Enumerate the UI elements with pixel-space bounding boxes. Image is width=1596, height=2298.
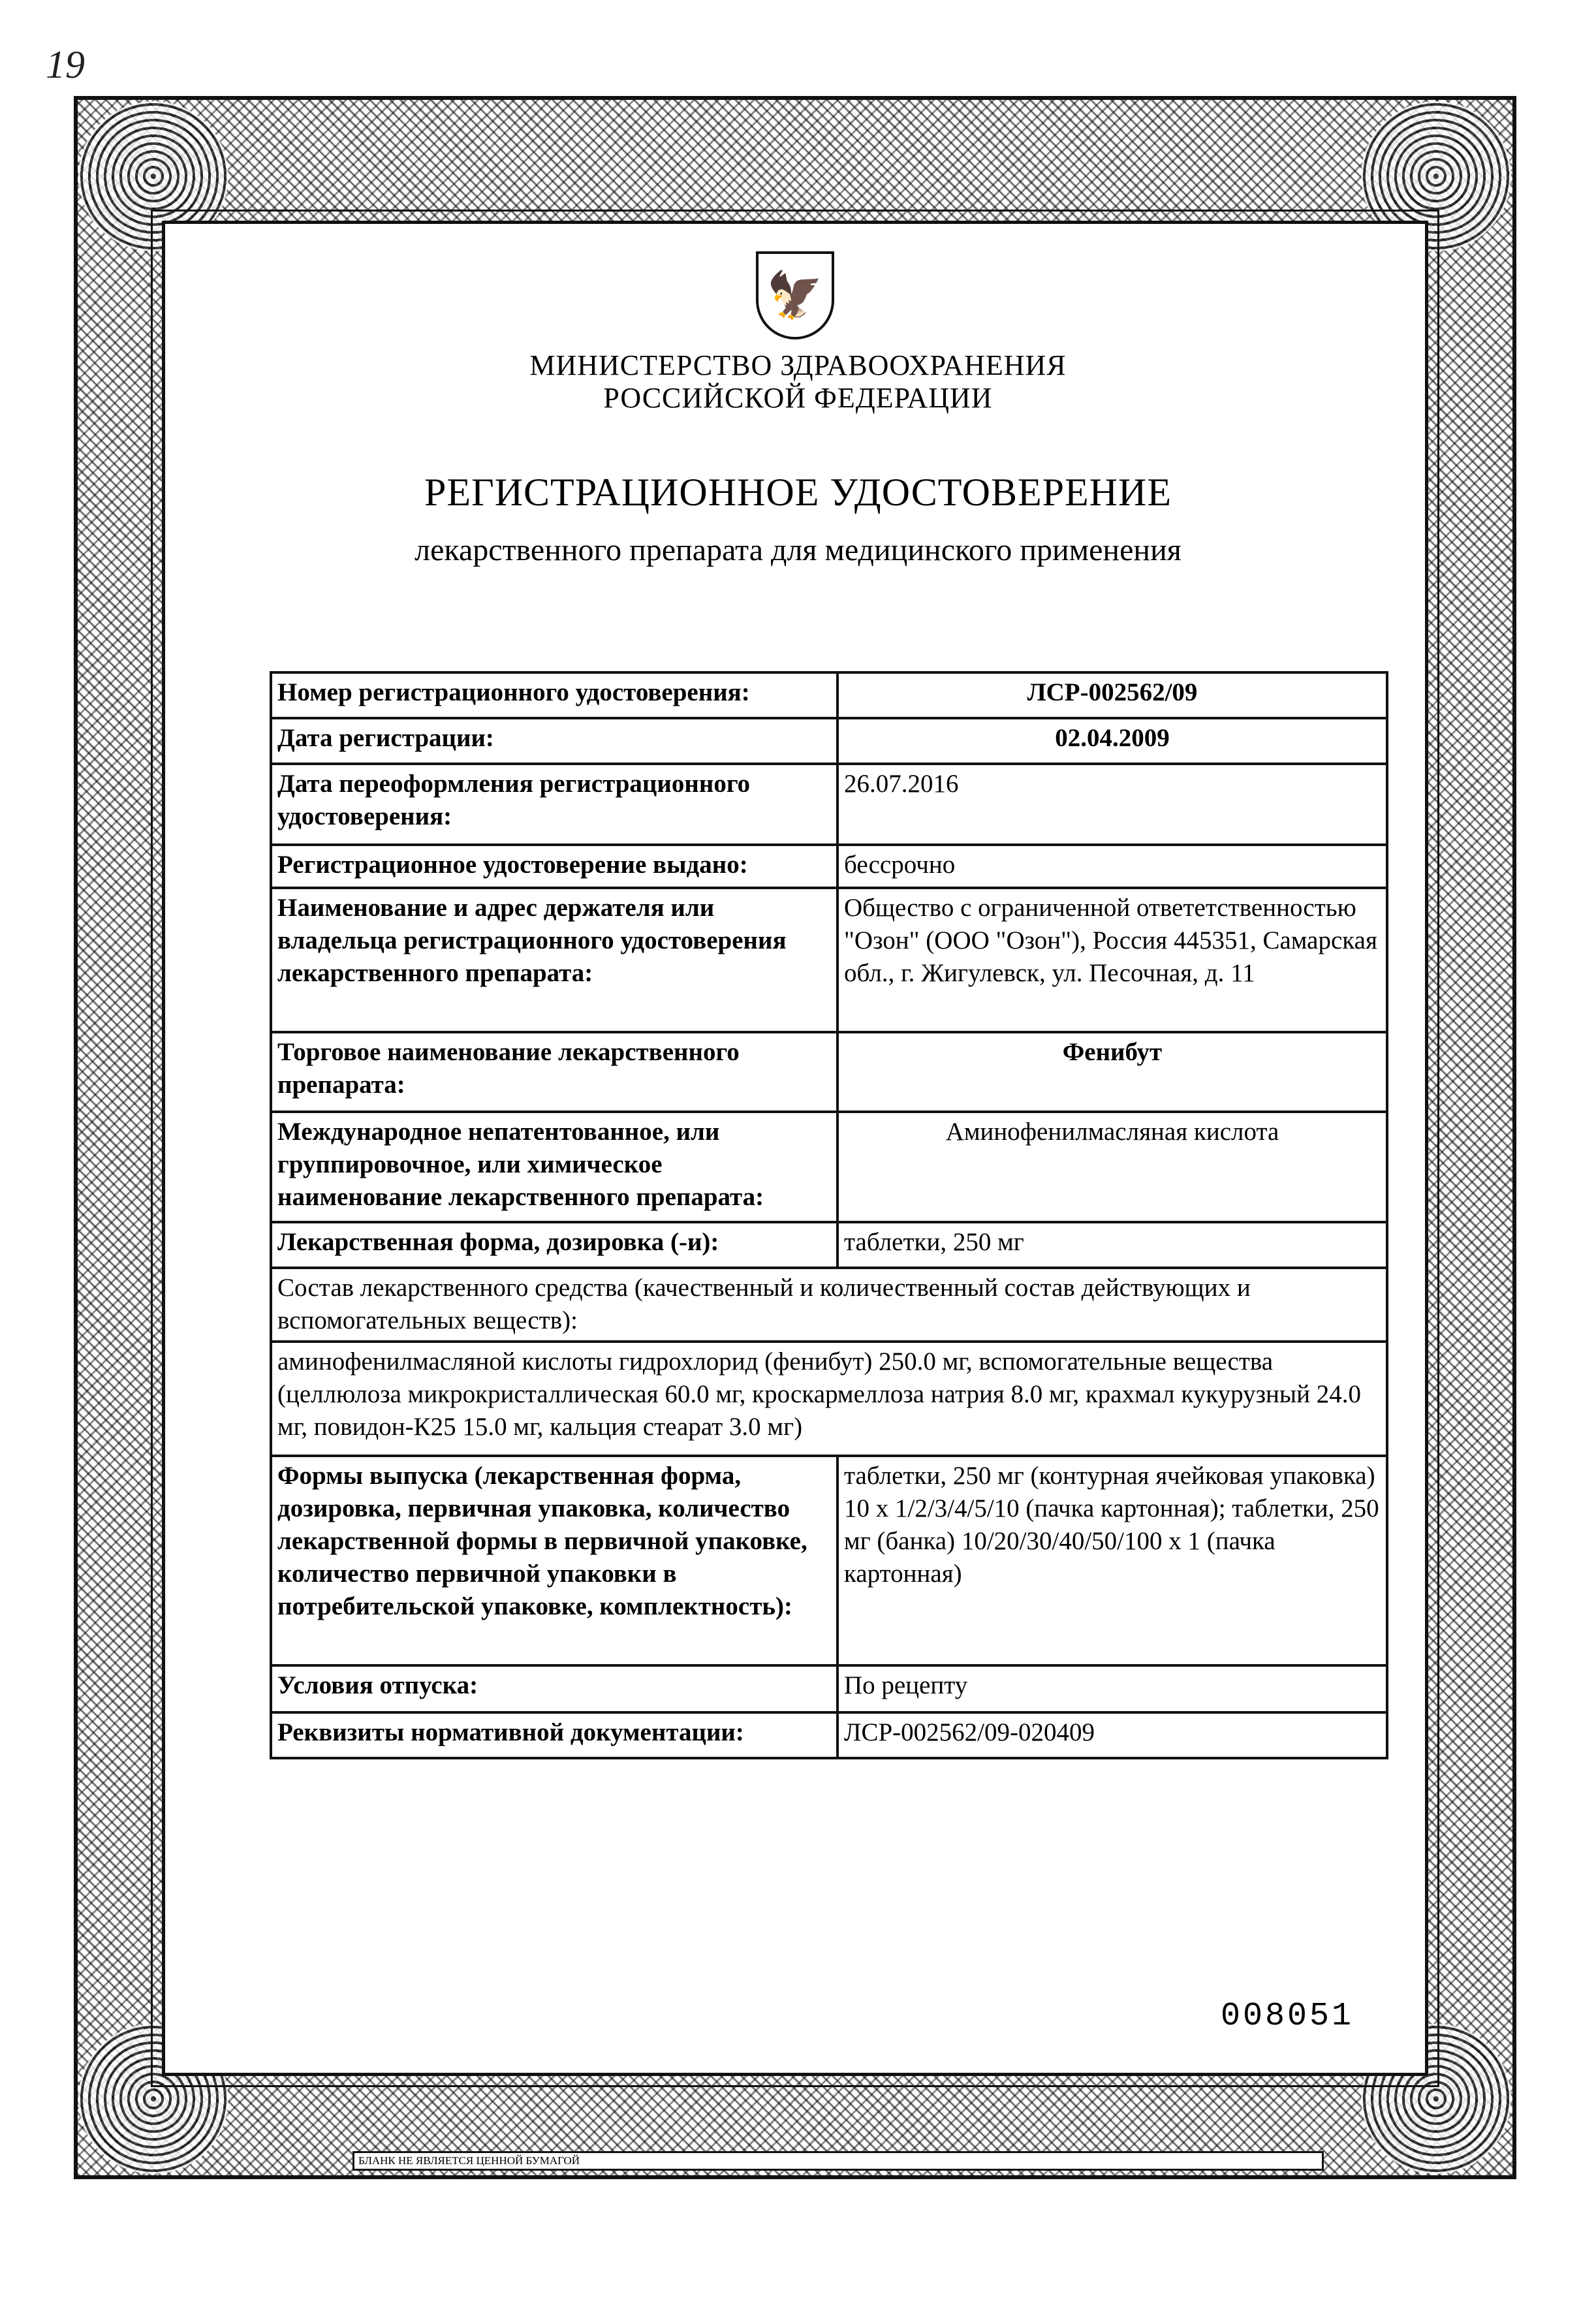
table-row: [271, 888, 1387, 1032]
ministry-name: [0, 349, 1596, 415]
ministry-line-1: МИНИСТЕРСТВО ЗДРАВООХРАНЕНИЯ: [529, 349, 1067, 381]
row-value: ЛСР-002562/09-020409: [837, 1712, 1387, 1758]
handwritten-page-number: 19: [46, 43, 85, 86]
footer-print-info: БЛАНК НЕ ЯВЛЯЕТСЯ ЦЕННОЙ БУМАГОЙ: [352, 2151, 1324, 2171]
row-value: Аминофенилмасляная кислота: [837, 1112, 1387, 1222]
table-row: [271, 1456, 1387, 1665]
composition-header-row: [271, 1268, 1387, 1342]
row-label: Торговое наименование лекарственного препарата:: [271, 1032, 837, 1112]
coat-of-arms-icon: 🦅: [756, 251, 834, 339]
row-label: Формы выпуска (лекарственная форма, дозировка, первичная упаковка, количество лекарственной формы в первичной упаковке, количество первичной упаковки в потребительской упаковке, комплектность):: [271, 1456, 837, 1665]
row-label: Лекарственная форма, дозировка (-и):: [271, 1222, 837, 1268]
row-value: По рецепту: [837, 1665, 1387, 1712]
row-value: Фенибут: [837, 1032, 1387, 1112]
row-value: 02.04.2009: [837, 718, 1387, 764]
row-label: Международное непатентованное, или группировочное, или химическое наименование лекарственного препарата:: [271, 1112, 837, 1222]
composition-value-row: [271, 1342, 1387, 1456]
document-title: РЕГИСТРАЦИОННОЕ УДОСТОВЕРЕНИЕ: [424, 471, 1172, 514]
row-value: бессрочно: [837, 845, 1387, 888]
row-label: Дата регистрации:: [271, 718, 837, 764]
ministry-line-2: РОССИЙСКОЙ ФЕДЕРАЦИИ: [603, 382, 993, 414]
row-value: ЛСР-002562/09: [837, 672, 1387, 718]
row-label: Реквизиты нормативной документации:: [271, 1712, 837, 1758]
table-row: [271, 1712, 1387, 1758]
document-subtitle: лекарственного препарата для медицинского применения: [415, 533, 1181, 567]
table-row: [271, 1665, 1387, 1712]
table-row: [271, 1112, 1387, 1222]
row-label: Наименование и адрес держателя или владельца регистрационного удостоверения лекарственного препарата:: [271, 888, 837, 1032]
table-row: [271, 845, 1387, 888]
table-row: [271, 1032, 1387, 1112]
row-value: 26.07.2016: [837, 764, 1387, 845]
row-value: таблетки, 250 мг: [837, 1222, 1387, 1268]
row-value: таблетки, 250 мг (контурная ячейковая упаковка) 10 х 1/2/3/4/5/10 (пачка картонная); таблетки, 250 мг (банка) 10/20/30/40/50/100 х 1 (пачка картонная): [837, 1456, 1387, 1665]
table-row: [271, 764, 1387, 845]
row-label: Номер регистрационного удостоверения:: [271, 672, 837, 718]
registration-table: [270, 671, 1388, 1759]
table-row: [271, 1222, 1387, 1268]
row-label: Дата переоформления регистрационного удостоверения:: [271, 764, 837, 845]
table-row: [271, 718, 1387, 764]
row-label: Регистрационное удостоверение выдано:: [271, 845, 837, 888]
row-value: Общество с ограниченной ответетственностью "Озон" (ООО "Озон"), Россия 445351, Самарская обл., г. Жигулевск, ул. Песочная, д. 11: [837, 888, 1387, 1032]
table-row: [271, 672, 1387, 718]
composition-value: аминофенилмасляной кислоты гидрохлорид (фенибут) 250.0 мг, вспомогательные вещества (целлюлоза микрокристаллическая 60.0 мг, кроскармеллоза натрия 8.0 мг, крахмал кукурузный 24.0 мг, повидон-К25 15.0 мг, кальция стеарат 3.0 мг): [271, 1342, 1387, 1456]
composition-header: Состав лекарственного средства (качественный и количественный состав действующих и вспомогательных веществ):: [271, 1268, 1387, 1342]
row-label: Условия отпуска:: [271, 1665, 837, 1712]
serial-number: 008051: [1221, 1998, 1354, 2035]
